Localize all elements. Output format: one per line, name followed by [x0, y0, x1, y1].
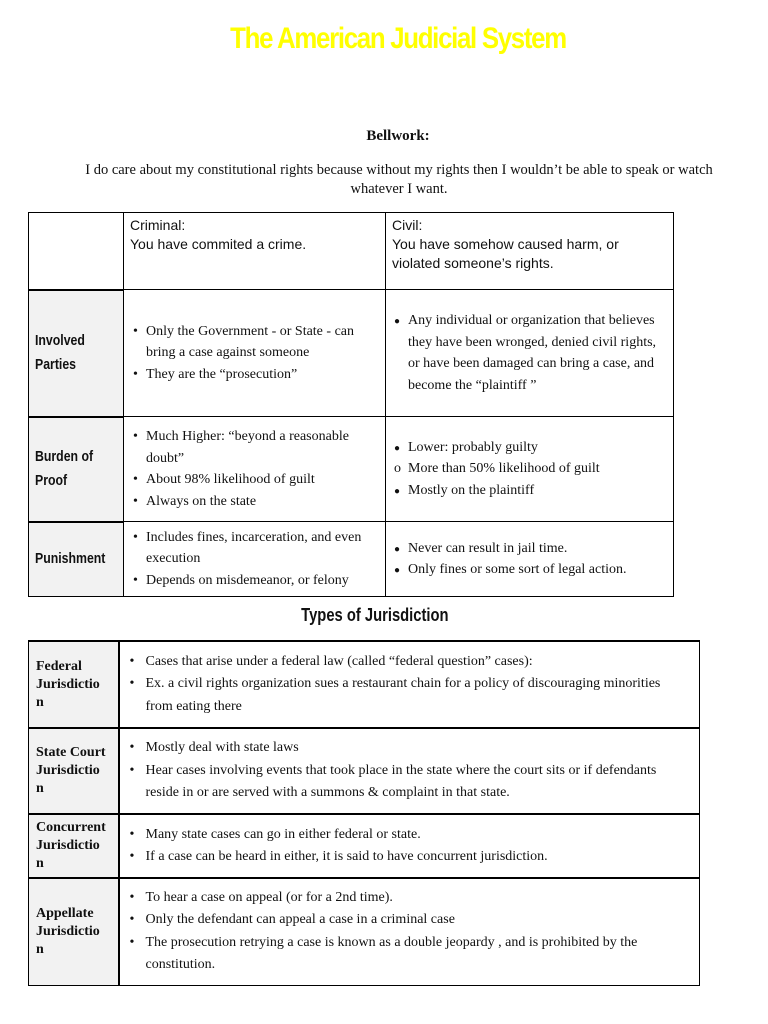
table-row-punishment	[29, 522, 674, 597]
jurisdiction-table	[28, 640, 700, 986]
page-title: The American Judicial System	[230, 22, 566, 55]
jurisdiction-heading-text: Types of Jurisdiction	[301, 605, 449, 625]
civil-punishment	[386, 522, 674, 597]
list-item: • Hear cases involving events that took place in the state where the court sits or if defendants reside in or are served with a summons & complaint in that state.	[120, 760, 690, 805]
civil-header-definition-line2: violated someone’s rights.	[392, 255, 554, 271]
list-item: ● Lower: probably guilty	[386, 437, 673, 459]
row-label-concurrent	[29, 814, 119, 878]
table-header-row	[29, 213, 674, 290]
row-label-line: Concurrent	[36, 820, 106, 835]
criminal-header	[124, 213, 386, 290]
civil-header-definition-line1: You have somehow caused harm, or	[392, 236, 619, 252]
row-label-involved-parties	[29, 290, 124, 417]
bellwork-text: I do care about my constitutional rights because without my rights then I wouldn’t be able to speak or watch whatever I want.	[85, 162, 713, 197]
row-label-punishment	[29, 522, 124, 597]
list-item: o More than 50% likelihood of guilt	[386, 458, 673, 480]
list-item: ● Any individual or organization that believes they have been wronged, denied civil rights, or have been damaged can bring a case, and become the “plaintiff ”	[386, 310, 659, 396]
list-item: • Only the defendant can appeal a case in a criminal case	[120, 909, 686, 932]
row-label-line: n	[36, 694, 44, 710]
list-item: • The prosecution retrying a case is known as a double jeopardy , and is prohibited by the constitution.	[120, 932, 686, 977]
list-item: • Depends on misdemeanor, or felony	[124, 570, 371, 592]
row-label-line: Parties	[35, 356, 77, 373]
row-label-line: Jurisdictio	[36, 838, 100, 853]
row-label-line: n	[36, 856, 44, 871]
jurisdiction-heading	[0, 605, 750, 626]
list-item: • Mostly deal with state laws	[120, 737, 690, 760]
criminal-involved-parties	[124, 290, 386, 417]
empty-header-cell	[29, 213, 124, 290]
list-item: • Cases that arise under a federal law (called “federal question” cases):	[120, 651, 686, 674]
list-item: ● Never can result in jail time.	[386, 538, 673, 560]
list-item: • Always on the state	[124, 491, 373, 513]
row-label-line: Jurisdictio	[36, 763, 100, 778]
civil-burden-of-proof	[386, 417, 674, 522]
list-item: • They are the “prosecution”	[124, 364, 377, 386]
table-row-federal	[29, 641, 700, 728]
row-label-line: Federal	[36, 658, 82, 674]
list-item: • To hear a case on appeal (or for a 2nd time).	[120, 887, 686, 910]
criminal-burden-of-proof	[124, 417, 386, 522]
row-label-line: Jurisdictio	[36, 676, 100, 692]
row-label-line: Burden of	[35, 448, 94, 465]
row-label-line: Jurisdictio	[36, 923, 100, 939]
list-item: • Only the Government - or State - can bring a case against someone	[124, 321, 377, 364]
list-item: ● Only fines or some sort of legal action.	[386, 559, 673, 581]
table-row-burden-of-proof	[29, 417, 674, 522]
concurrent-description	[119, 814, 700, 878]
row-label-line: State Court	[36, 745, 106, 760]
federal-description	[119, 641, 700, 728]
criminal-civil-table	[28, 212, 674, 597]
criminal-punishment	[124, 522, 386, 597]
criminal-header-title: Criminal:	[130, 217, 186, 233]
list-item: • Includes fines, incarceration, and even execution	[124, 527, 371, 570]
table-row-state-court	[29, 728, 700, 814]
civil-involved-parties	[386, 290, 674, 417]
list-item: • Many state cases can go in either federal or state.	[120, 824, 700, 847]
appellate-description	[119, 878, 700, 985]
state-court-description	[119, 728, 700, 814]
list-item: ● Mostly on the plaintiff	[386, 480, 673, 502]
table-row-involved-parties	[29, 290, 674, 417]
row-label-line: Involved	[35, 332, 85, 349]
row-label-state-court	[29, 728, 119, 814]
civil-header-title: Civil:	[392, 217, 423, 233]
row-label-line: n	[36, 781, 44, 796]
row-label-line: n	[36, 941, 44, 957]
list-item: • Ex. a civil rights organization sues a restaurant chain for a policy of discouraging minorities from eating there	[120, 673, 686, 718]
list-item: • If a case can be heard in either, it is said to have concurrent jurisdiction.	[120, 846, 700, 869]
row-label-federal	[29, 641, 119, 728]
table-row-appellate	[29, 878, 700, 985]
bellwork-label: Bellwork:	[366, 128, 430, 144]
list-item: • About 98% likelihood of guilt	[124, 469, 373, 491]
row-label-line: Punishment	[35, 550, 106, 568]
civil-header	[386, 213, 674, 290]
row-label-appellate	[29, 878, 119, 985]
list-item: • Much Higher: “beyond a reasonable doubt”	[124, 426, 373, 469]
criminal-header-definition: You have commited a crime.	[130, 236, 307, 252]
row-label-line: Appellate	[36, 905, 94, 921]
row-label-line: Proof	[35, 472, 68, 489]
row-label-burden-of-proof	[29, 417, 124, 522]
table-row-concurrent	[29, 814, 700, 878]
